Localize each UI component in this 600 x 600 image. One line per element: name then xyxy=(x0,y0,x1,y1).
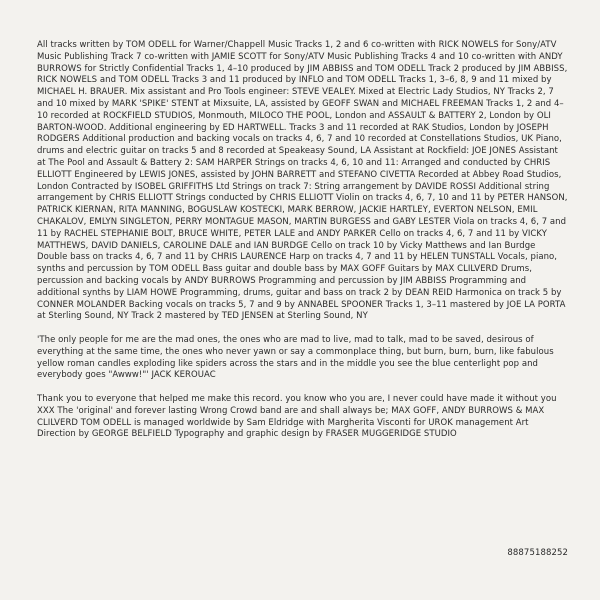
kerouac-quote: 'The only people for me are the mad ones, the ones who are mad to live, mad to talk, mad to be saved, desirous of everything at the same time, the ones who never yawn or say a commonplace thing, but burn, burn, burn, like fabulous yellow roman candles exploding like spiders across the stars and in the middle you see the blue centerlight pop and everybody goes "Awww!"' JACK KEROUAC xyxy=(37,334,554,381)
thanks-paragraph: Thank you to everyone that helped me make this record. you know who you are, I never could have made it without you XXX The 'original' and forever lasting Wrong Crowd band are and shall always be; MAX GOFF, ANDY BURROWS & MAX CLILVERD TOM ODELL is managed worldwide by Sam Eldridge with Margherita Visconti for UROK management Art Direction by GEORGE BELFIELD Typography and graphic design by FRASER MUGGERIDGE STUDIO xyxy=(37,393,557,440)
catalog-number: 88875188252 xyxy=(507,548,568,558)
credits-paragraph: All tracks written by TOM ODELL for Warner/Chappell Music Tracks 1, 2 and 6 co-written with RICK NOWELS for Sony/ATV Music Publishing Track 7 co-written with JAMIE SCOTT for Sony/ATV Music Publishing Tracks 4 and 10 co-written with ANDY BURROWS for Strictly Confidential Tracks 1, 4–10 produced by JIM ABBISS and TOM ODELL Track 2 produced by JIM ABBISS, RICK NOWELS and TOM ODELL Tracks 3 and 11 produced by INFLO and TOM ODELL Tracks 1, 3–6, 8, 9 and 11 mixed by MICHAEL H. BRAUER. Mix assistant and Pro Tools engineer: STEVE VEALEY. Mixed at Electric Lady Studios, NY Tracks 2, 7 and 10 mixed by MARK 'SPIKE' STENT at Mixsuite, LA, assisted by GEOFF SWAN and MICHAEL FREEMAN Tracks 1, 2 and 4–10 recorded at ROCKFIELD STUDIOS, Monmouth, MILOCO THE POOL, London and ASSAULT & BATTERY 2, London by OLI BARTON-WOOD. Additional engineering by ED HARTWELL. Tracks 3 and 11 recorded at RAK Studios, London by JOSEPH RODGERS Additional production and backing vocals on tracks 4, 6, 7 and 10 recorded at Constellations Studios, UK Piano, drums and electric guitar on tracks 5 and 8 recorded at Speakeasy Sound, LA Assistant at Rockfield: JOE JONES Assistant at The Pool and Assault & Battery 2: SAM HARPER Strings on tracks 4, 6, 10 and 11: Arranged and conducted by CHRIS ELLIOTT Engineered by LEWIS JONES, assisted by JOHN BARRETT and STEFANO CIVETTA Recorded at Abbey Road Studios, London Contracted by ISOBEL GRIFFITHS Ltd Strings on track 7: String arrangement by DAVIDE ROSSI Additional string arrangement by CHRIS ELLIOTT Strings conducted by CHRIS ELLIOTT Violin on tracks 4, 6, 7, 10 and 11 by PETER HANSON, PATRICK KIERNAN, RITA MANNING, BOGUSLAW KOSTECKI, MARK BERROW, JACKIE HARTLEY, EVERTON NELSON, EMIL CHAKALOV, EMLYN SINGLETON, PERRY MONTAGUE MASON, MARTIN BURGESS and GABY LESTER Viola on tracks 4, 6, 7 and 11 by RACHEL STEPHANIE BOLT, BRUCE WHITE, PETER LALE and ANDY PARKER Cello on tracks 4, 6, 7 and 11 by VICKY MATTHEWS, DAVID DANIELS, CAROLINE DALE and IAN BURDGE Cello on track 10 by Vicky Matthews and Ian Burdge Double bass on tracks 4, 6, 7 and 11 by CHRIS LAURENCE Harp on tracks 4, 7 and 11 by HELEN TUNSTALL Vocals, piano, synths and percussion by TOM ODELL Bass guitar and double bass by MAX GOFF Guitars by MAX CLILVERD Drums, percussion and backing vocals by ANDY BURROWS Programming and percussion by JIM ABBISS Programming and additional synths by LIAM HOWE Programming, drums, guitar and bass on track 2 by DEAN REID Harmonica on track 5 by CONNER MOLANDER Backing vocals on tracks 5, 7 and 9 by ANNABEL SPOONER Tracks 1, 3–11 mastered by JOE LA PORTA at Sterling Sound, NY Track 2 mastered by TED JENSEN at Sterling Sound, NY xyxy=(37,40,568,322)
liner-notes-page xyxy=(37,40,568,580)
